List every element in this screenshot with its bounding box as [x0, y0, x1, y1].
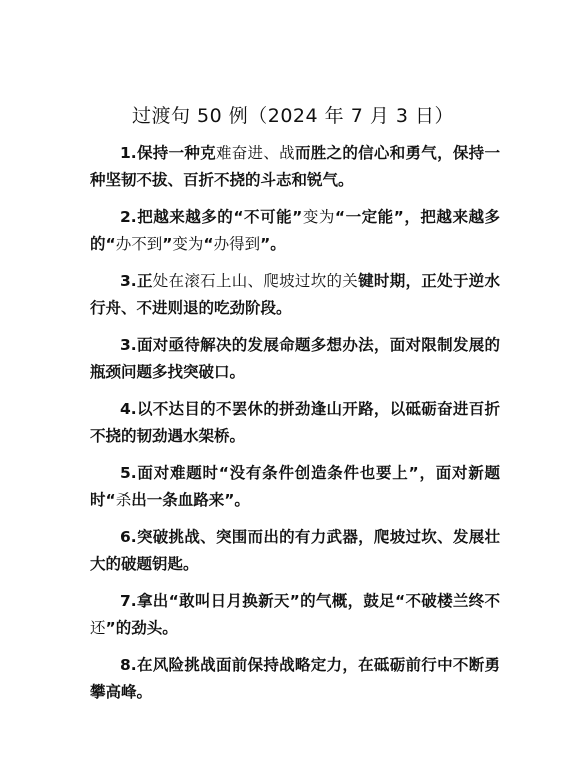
- paragraph-text: ”。: [260, 235, 286, 253]
- paragraph-text: 3.面对亟待解决的发展命题多想办法，面对限制发展的瓶颈问题多找突破口。: [90, 336, 500, 381]
- paragraph-text: 2.把越来越多的“不可能”: [120, 208, 303, 226]
- paragraph: [90, 268, 500, 322]
- paragraph-text: “一定能”，把越来越多的“: [90, 208, 500, 253]
- paragraph-text: 退的吃劲阶段。: [183, 299, 292, 317]
- paragraph-text: 8.在风险挑战面前保持战略定力，在砥砺前行中不断勇攀高峰。: [90, 656, 500, 701]
- paragraph-text: 7.拿出“敢叫日月换新天”的气概，鼓足“不破楼兰终不: [120, 592, 500, 610]
- paragraph-text: 4.以不达目的不罢休的拼劲逢山开路，以砥砺奋进百折不挠的韧劲遇水架桥。: [90, 400, 500, 445]
- paragraph-text: 3.正: [120, 272, 153, 290]
- paragraph: [90, 460, 500, 514]
- paragraph-text: 键时期，正处于逆水行舟、不进则: [90, 272, 500, 317]
- paragraph: [90, 204, 500, 258]
- paragraph: [90, 652, 500, 706]
- paragraph-text: 出一条血路来”。: [131, 491, 250, 509]
- paragraph-text: 而胜之的信心和勇气，保持一种坚韧不拔、百折不挠的斗志和锐气。: [90, 144, 500, 189]
- document-body: [90, 140, 500, 716]
- paragraph-text: 5.面对难题时“没有条件创造条件也要上”，面对新题时“: [90, 464, 500, 509]
- paragraph-text: 变为: [172, 235, 204, 253]
- paragraph: [90, 396, 500, 450]
- paragraph-text: 处在滚石上山、爬坡过坎的关: [152, 272, 359, 290]
- paragraph-text: 6.突破挑战、突围而出的有力武器，爬坡过坎、发展壮大的破题钥匙。: [90, 528, 500, 573]
- paragraph-text: 办不到: [115, 235, 163, 253]
- paragraph-text: 办得到: [213, 235, 261, 253]
- paragraph-text: 难奋进、战: [215, 144, 295, 162]
- paragraph: [90, 332, 500, 386]
- paragraph-text: ”: [162, 235, 173, 253]
- paragraph: [90, 588, 500, 642]
- paragraph-text: 变为: [302, 208, 335, 226]
- paragraph-text: 1.保持一种克: [120, 144, 216, 162]
- paragraph-text: 杀: [115, 491, 132, 509]
- paragraph-text: 还: [90, 619, 106, 637]
- paragraph-text: “: [203, 235, 214, 253]
- paragraph-text: ”的劲头。: [105, 619, 178, 637]
- document-title: 过渡句 50 例（2024 年 7 月 3 日）: [132, 105, 454, 127]
- paragraph: [90, 140, 500, 194]
- paragraph: [90, 524, 500, 578]
